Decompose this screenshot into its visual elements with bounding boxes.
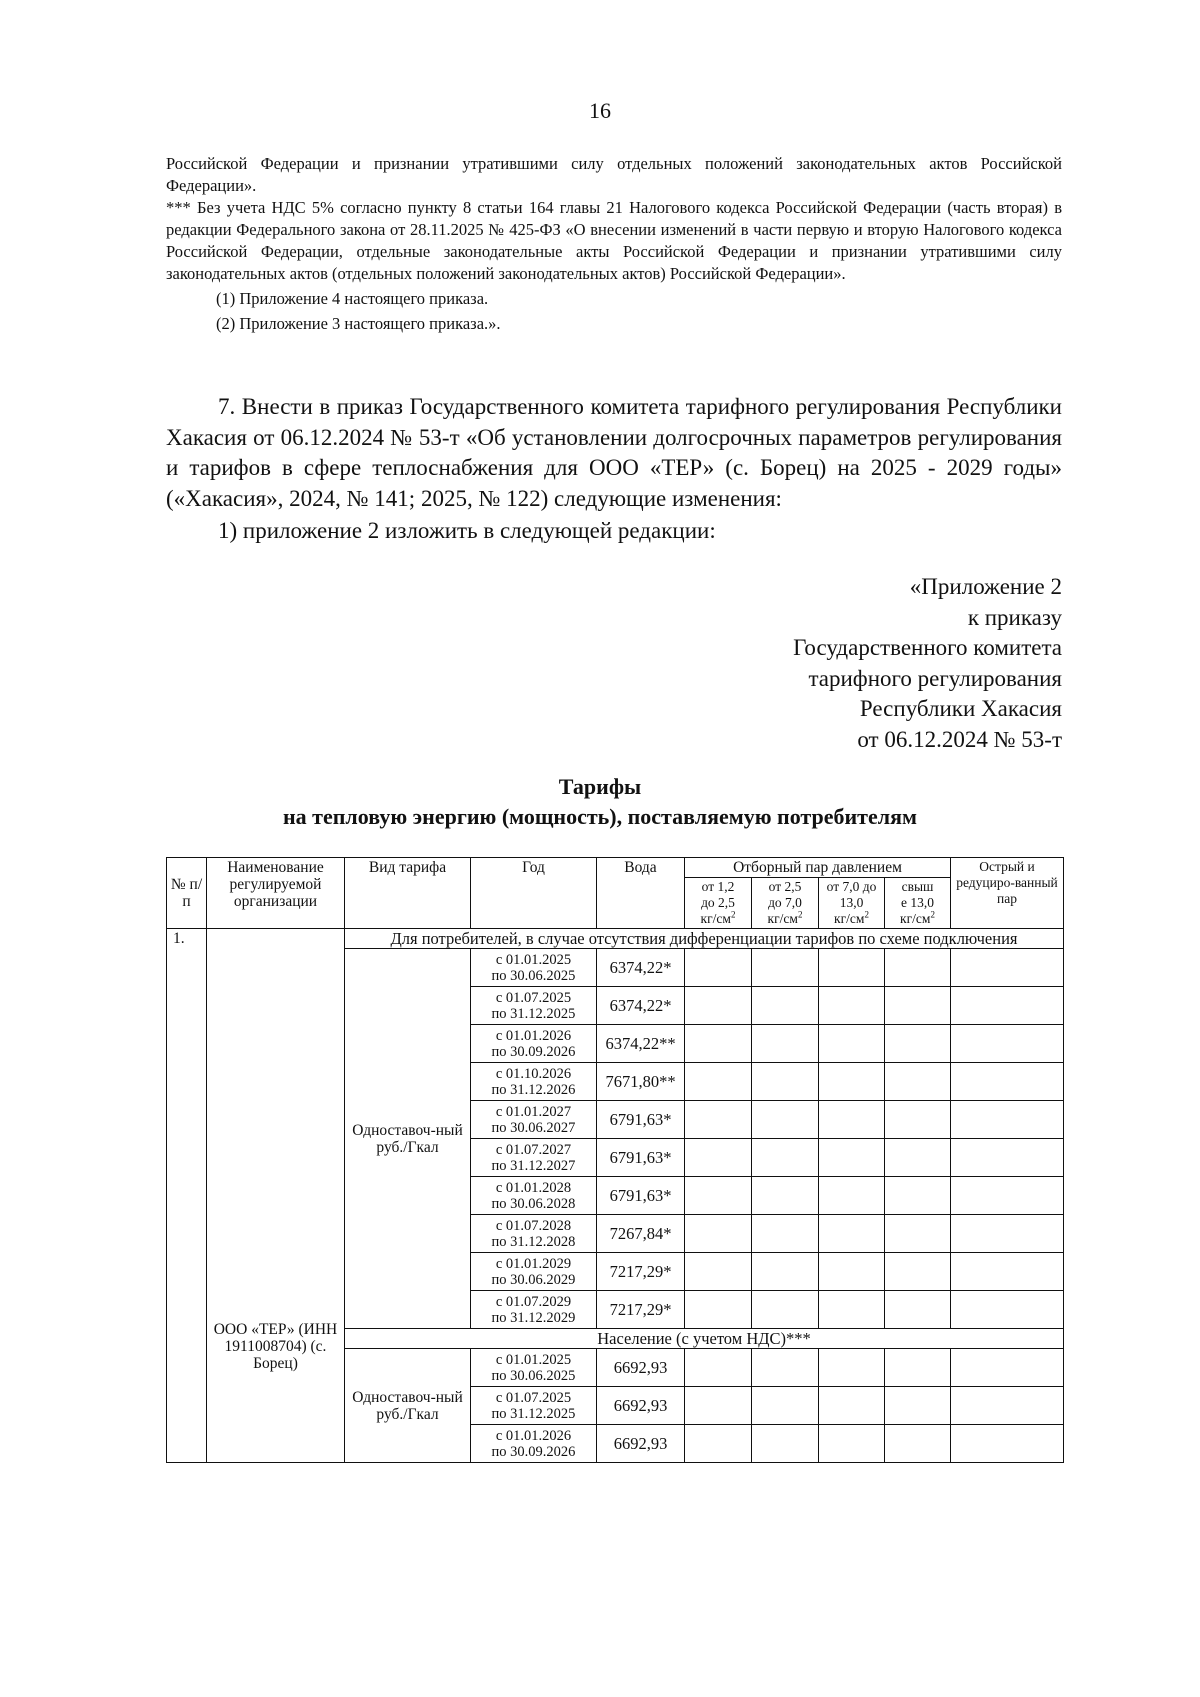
group-1-title: Для потребителей, в случае отсутствия дифференциации тарифов по схеме подключения (345, 929, 1064, 949)
empty-cell (752, 1025, 819, 1063)
appendix-header (793, 572, 1062, 755)
period-cell: с 01.01.2027 по 30.06.2027 (471, 1101, 597, 1139)
empty-cell (685, 1139, 752, 1177)
empty-cell (752, 1291, 819, 1329)
empty-cell (819, 1349, 885, 1387)
empty-cell (685, 1425, 752, 1463)
empty-cell (885, 1425, 951, 1463)
water-tariff-value: 6692,93 (597, 1349, 685, 1387)
water-tariff-value: 7217,29* (597, 1291, 685, 1329)
empty-cell (885, 1253, 951, 1291)
water-tariff-value: 6692,93 (597, 1387, 685, 1425)
empty-cell (819, 1177, 885, 1215)
footnote-ref-1: (1) Приложение 4 настоящего приказа. (216, 289, 489, 308)
appendix-line: от 06.12.2024 № 53-т (857, 726, 1062, 752)
empty-cell (951, 1025, 1064, 1063)
tariff-table (166, 857, 1064, 1463)
empty-cell (819, 1215, 885, 1253)
table-title-line-2: на тепловую энергию (мощность), поставляемую потребителям (283, 804, 917, 829)
header-pressure-3: от 7,0 до 13,0 $кг/см^2$ (819, 878, 885, 929)
empty-cell (885, 1387, 951, 1425)
footnotes (166, 153, 1062, 335)
item-7-text: 7. Внести в приказ Государственного комитета тарифного регулирования Республики Хакасия от 06.12.2024 № 53-т «Об установлении долгосрочных параметров регулирования и тарифов в сфере теплоснабжения для ООО «ТЕР» (с. Борец) на 2025 - 2029 годы» («Хакасия», 2024, № 141; 2025, № 122) следующие изменения: (166, 394, 1062, 511)
empty-cell (951, 1177, 1064, 1215)
empty-cell (752, 1101, 819, 1139)
empty-cell (685, 1253, 752, 1291)
empty-cell (819, 1291, 885, 1329)
tariff-kind: Одноставоч-ный руб./Гкал (345, 1349, 471, 1463)
empty-cell (685, 1215, 752, 1253)
empty-cell (752, 1349, 819, 1387)
empty-cell (819, 1025, 885, 1063)
water-tariff-value: 6791,63* (597, 1139, 685, 1177)
empty-cell (685, 1101, 752, 1139)
empty-cell (819, 1425, 885, 1463)
header-pressure-4: свыш е 13,0 $кг/см^2$ (885, 878, 951, 929)
water-tariff-value: 7267,84* (597, 1215, 685, 1253)
water-tariff-value: 6791,63* (597, 1101, 685, 1139)
appendix-line: Республики Хакасия (859, 696, 1062, 721)
period-cell: с 01.01.2026 по 30.09.2026 (471, 1025, 597, 1063)
empty-cell (819, 1253, 885, 1291)
period-cell: с 01.01.2029 по 30.06.2029 (471, 1253, 597, 1291)
empty-cell (685, 1177, 752, 1215)
empty-cell (685, 987, 752, 1025)
empty-cell (951, 1215, 1064, 1253)
empty-cell (885, 949, 951, 987)
water-tariff-value: 6374,22* (597, 987, 685, 1025)
period-cell: с 01.01.2025 по 30.06.2025 (471, 949, 597, 987)
appendix-line: к приказу (967, 604, 1062, 630)
period-cell: с 01.07.2025 по 31.12.2025 (471, 987, 597, 1025)
empty-cell (685, 949, 752, 987)
item-7-subitem-1: 1) приложение 2 изложить в следующей редакции: (218, 518, 716, 543)
empty-cell (951, 1101, 1064, 1139)
group-2-title: Население (с учетом НДС)*** (345, 1329, 1064, 1349)
empty-cell (951, 1387, 1064, 1425)
water-tariff-value: 6374,22** (597, 1025, 685, 1063)
header-num: № п/п (167, 858, 207, 929)
appendix-line: тарифного регулирования (808, 665, 1062, 691)
empty-cell (885, 1025, 951, 1063)
footnote-ref-2: (2) Приложение 3 настоящего приказа.». (216, 314, 501, 333)
period-cell: с 01.01.2028 по 30.06.2028 (471, 1177, 597, 1215)
empty-cell (951, 987, 1064, 1025)
header-water: Вода (597, 858, 685, 929)
empty-cell (885, 1139, 951, 1177)
water-tariff-value: 7671,80** (597, 1063, 685, 1101)
empty-cell (685, 1291, 752, 1329)
table-title-line-1: Тарифы (558, 774, 642, 799)
empty-cell (885, 1063, 951, 1101)
empty-cell (951, 949, 1064, 987)
footnote-triple-star: *** Без учета НДС 5% согласно пункту 8 статьи 164 главы 21 Налогового кодекса Российской Федерации (часть вторая) в редакции Федерального закона от 28.11.2025 № 425-ФЗ «О внесении изменений в части первую и вторую Налогового кодекса Российской Федерации, отдельные законодательные акты Российской Федерации и признании утратившими силу законодательных актов (отдельных положений законодательных актов) Российской Федерации». (166, 198, 1062, 283)
empty-cell (685, 1387, 752, 1425)
period-cell: с 01.10.2026 по 31.12.2026 (471, 1063, 597, 1101)
org-name: ООО «ТЕР» (ИНН 1911008704) (с. Борец) (207, 929, 345, 1463)
water-tariff-value: 6374,22* (597, 949, 685, 987)
empty-cell (951, 1291, 1064, 1329)
header-pressure-2: от 2,5 до 7,0 $кг/см^2$ (752, 878, 819, 929)
period-cell: с 01.07.2028 по 31.12.2028 (471, 1215, 597, 1253)
header-year: Год (471, 858, 597, 929)
empty-cell (885, 1349, 951, 1387)
empty-cell (752, 1139, 819, 1177)
header-steam: Отборный пар давлением (685, 858, 951, 878)
empty-cell (951, 1349, 1064, 1387)
empty-cell (685, 1349, 752, 1387)
empty-cell (819, 1387, 885, 1425)
page-number: 16 (589, 98, 611, 123)
empty-cell (752, 1387, 819, 1425)
empty-cell (752, 1177, 819, 1215)
empty-cell (752, 1425, 819, 1463)
empty-cell (951, 1063, 1064, 1101)
empty-cell (951, 1425, 1064, 1463)
empty-cell (951, 1253, 1064, 1291)
water-tariff-value: 6791,63* (597, 1177, 685, 1215)
period-cell: с 01.07.2027 по 31.12.2027 (471, 1139, 597, 1177)
empty-cell (885, 1215, 951, 1253)
row-number: 1. (167, 929, 207, 1463)
empty-cell (819, 1063, 885, 1101)
period-cell: с 01.01.2026 по 30.09.2026 (471, 1425, 597, 1463)
empty-cell (752, 1253, 819, 1291)
appendix-line: «Приложение 2 (909, 574, 1062, 599)
water-tariff-value: 6692,93 (597, 1425, 685, 1463)
empty-cell (951, 1139, 1064, 1177)
empty-cell (819, 1139, 885, 1177)
empty-cell (685, 1025, 752, 1063)
empty-cell (752, 987, 819, 1025)
footnote-continuation: Российской Федерации и признании утратившими силу отдельных положений законодательных актов Российской Федерации». (166, 154, 1062, 195)
appendix-line: Государственного комитета (793, 635, 1062, 660)
empty-cell (819, 949, 885, 987)
empty-cell (819, 987, 885, 1025)
empty-cell (752, 1215, 819, 1253)
empty-cell (885, 1291, 951, 1329)
tariff-kind: Одноставоч-ный руб./Гкал (345, 949, 471, 1329)
empty-cell (819, 1101, 885, 1139)
header-sharp-steam: Острый и редуциро-ванный пар (951, 858, 1064, 929)
period-cell: с 01.07.2025 по 31.12.2025 (471, 1387, 597, 1425)
period-cell: с 01.01.2025 по 30.06.2025 (471, 1349, 597, 1387)
empty-cell (885, 1177, 951, 1215)
empty-cell (885, 1101, 951, 1139)
empty-cell (752, 949, 819, 987)
table-title (0, 772, 1200, 832)
item-7-section (166, 392, 1062, 547)
header-kind: Вид тарифа (345, 858, 471, 929)
empty-cell (685, 1063, 752, 1101)
period-cell: с 01.07.2029 по 31.12.2029 (471, 1291, 597, 1329)
empty-cell (885, 987, 951, 1025)
header-pressure-1: от 1,2 до 2,5 $кг/см^2$ (685, 878, 752, 929)
water-tariff-value: 7217,29* (597, 1253, 685, 1291)
header-org: Наименование регулируемой организации (207, 858, 345, 929)
empty-cell (752, 1063, 819, 1101)
